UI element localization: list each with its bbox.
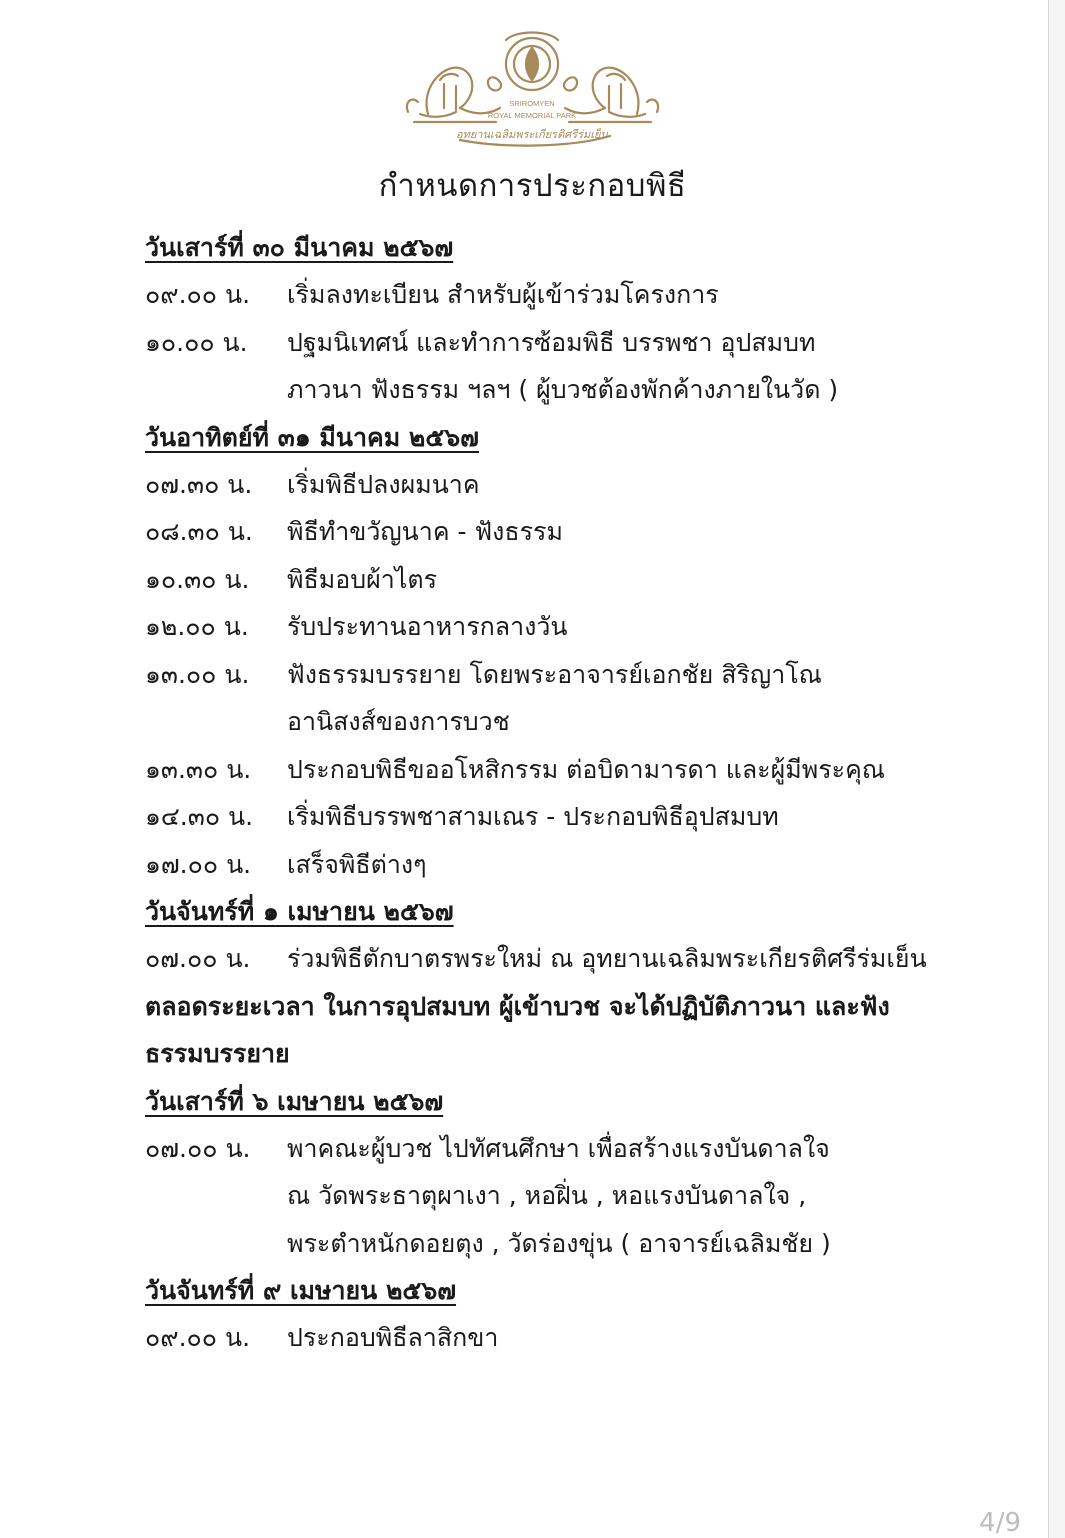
page-indicator: 4/9 <box>979 1508 1021 1538</box>
entry-description: อานิสงส์ของการบวช <box>287 707 510 736</box>
entry-time: ๐๗.๓๐ น. <box>145 469 253 499</box>
schedule-entry <box>145 1125 975 1268</box>
day-heading-text: วันจันทร์ที่ ๑ เมษายน ๒๕๖๗ <box>145 897 454 926</box>
schedule-entry <box>145 603 975 651</box>
page-title: กำหนดการประกอบพิธี <box>378 168 687 204</box>
entry-description: พระตำหนักดอยตุง , วัดร่องขุ่น ( อาจารย์เฉลิมชัย ) <box>287 1228 831 1258</box>
logo <box>400 22 665 150</box>
schedule <box>145 224 975 1362</box>
entry-description: เริ่มลงทะเบียน สำหรับผู้เข้าร่วมโครงการ <box>287 280 719 309</box>
entry-time: ๑๓.๐๐ น. <box>145 659 250 689</box>
entry-description: ณ วัดพระธาตุผาเงา , หอฝิ่น , หอแรงบันดาลใจ , <box>287 1181 807 1210</box>
entry-time: ๑๗.๐๐ น. <box>145 849 252 879</box>
royal-memorial-park-crest-icon <box>400 22 665 150</box>
entry-description: พาคณะผู้บวช ไปทัศนศึกษา เพื่อสร้างแรงบันดาลใจ <box>287 1133 830 1163</box>
schedule-entry <box>145 271 975 319</box>
entry-description: เสร็จพิธีต่างๆ <box>287 849 427 879</box>
note-line: ธรรมบรรยาย <box>145 1039 290 1068</box>
brand-line-2: ROYAL MEMORIAL PARK <box>487 111 577 120</box>
entry-description: ประกอบพิธีลาสิกขา <box>287 1323 499 1352</box>
schedule-entry <box>145 1314 975 1362</box>
schedule-entry <box>145 319 975 414</box>
scrollbar[interactable] <box>1049 0 1065 1538</box>
schedule-entry <box>145 746 975 794</box>
schedule-entry <box>145 556 975 604</box>
entry-description: ร่วมพิธีตักบาตรพระใหม่ ณ อุทยานเฉลิมพระเกียรติศรีร่มเย็น <box>287 944 927 973</box>
entry-time: ๐๙.๐๐ น. <box>145 280 251 309</box>
entry-time: ๑๐.๐๐ น. <box>145 327 248 357</box>
brand-thai: อุทยานเฉลิมพระเกียรติศรีร่มเย็น <box>455 128 609 141</box>
entry-description: ฟังธรรมบรรยาย โดยพระอาจารย์เอกชัย สิริญาโณ <box>287 659 822 689</box>
entry-description: ประกอบพิธีขออโหสิกรรม ต่อบิดามารดา และผู้มีพระคุณ <box>287 754 885 784</box>
entry-description: ปฐมนิเทศน์ และทำการซ้อมพิธี บรรพชา อุปสมบท <box>287 327 816 357</box>
day-heading-text: วันเสาร์ที่ ๖ เมษายน ๒๕๖๗ <box>145 1086 444 1116</box>
entry-description: พิธีมอบผ้าไตร <box>287 564 438 594</box>
entry-time: ๐๗.๐๐ น. <box>145 944 251 973</box>
day-heading <box>145 1267 975 1314</box>
day-heading-text: วันจันทร์ที่ ๙ เมษายน ๒๕๖๗ <box>145 1276 457 1305</box>
entry-time: ๑๔.๓๐ น. <box>145 802 254 831</box>
schedule-entry <box>145 935 975 983</box>
entry-description: รับประทานอาหารกลางวัน <box>287 612 568 641</box>
day-heading <box>145 414 975 461</box>
brand-line-1: SRIROMYEN <box>509 99 555 108</box>
entry-time: ๐๗.๐๐ น. <box>145 1133 251 1163</box>
day-heading <box>145 888 975 935</box>
entry-time: ๐๘.๓๐ น. <box>145 517 253 546</box>
schedule-note <box>145 983 975 1078</box>
schedule-entry <box>145 461 975 509</box>
entry-time: ๑๓.๓๐ น. <box>145 754 252 784</box>
day-heading <box>145 224 975 271</box>
schedule-entry <box>145 508 975 556</box>
entry-time: ๑๐.๓๐ น. <box>145 564 250 594</box>
entry-time: ๐๙.๐๐ น. <box>145 1323 251 1352</box>
entry-description: พิธีทำขวัญนาค - ฟังธรรม <box>287 517 563 546</box>
schedule-entry <box>145 793 975 841</box>
note-line: ตลอดระยะเวลา ในการอุปสมบท ผู้เข้าบวช จะได้ปฏิบัติภาวนา และฟัง <box>145 991 890 1021</box>
entry-description: เริ่มพิธีปลงผมนาค <box>287 469 480 499</box>
day-heading <box>145 1078 975 1125</box>
day-heading-text: วันเสาร์ที่ ๓๐ มีนาคม ๒๕๖๗ <box>145 233 454 262</box>
day-heading-text: วันอาทิตย์ที่ ๓๑ มีนาคม ๒๕๖๗ <box>145 422 479 452</box>
entry-description: ภาวนา ฟังธรรม ฯลฯ ( ผู้บวชต้องพักค้างภายในวัด ) <box>287 375 839 404</box>
schedule-entry <box>145 841 975 889</box>
schedule-entry <box>145 651 975 746</box>
entry-description: เริ่มพิธีบรรพชาสามเณร - ประกอบพิธีอุปสมบท <box>287 802 779 831</box>
entry-time: ๑๒.๐๐ น. <box>145 612 249 641</box>
